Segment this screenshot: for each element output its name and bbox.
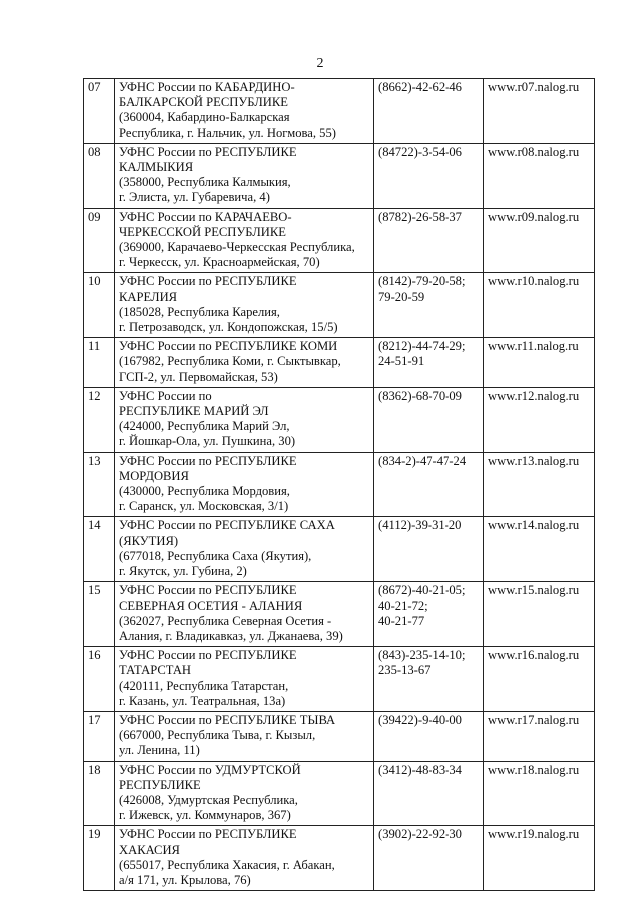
- office-title: УФНС России по РЕСПУБЛИКЕ СЕВЕРНАЯ ОСЕТИЯ - АЛАНИЯ: [119, 583, 303, 613]
- office-address: (655017, Республика Хакасия, г. Абакан, а/я 171, ул. Крылова, 76): [119, 857, 335, 887]
- office-cell: [115, 143, 374, 208]
- table-row: [84, 79, 595, 144]
- office-address: (426008, Удмуртская Республика, г. Ижевск, ул. Коммунаров, 367): [119, 792, 298, 823]
- office-title: УФНС России по РЕСПУБЛИКЕ МАРИЙ ЭЛ: [119, 388, 269, 419]
- table-row: [84, 582, 595, 647]
- row-number: 09: [84, 208, 115, 273]
- office-phone: (8672)-40-21-05; 40-21-72; 40-21-77: [374, 582, 484, 647]
- office-title: УФНС России по РЕСПУБЛИКЕ КАЛМЫКИЯ: [119, 144, 297, 175]
- table-row: [84, 647, 595, 712]
- office-phone: (8782)-26-58-37: [374, 208, 484, 273]
- office-phone: (834-2)-47-47-24: [374, 452, 484, 517]
- table-row: [84, 273, 595, 338]
- office-cell: [115, 79, 374, 144]
- office-title: УФНС России по РЕСПУБЛИКЕ САХА (ЯКУТИЯ): [119, 518, 335, 548]
- table-row: [84, 711, 595, 761]
- office-address: (369000, Карачаево-Черкесская Республика, г. Черкесск, ул. Красноармейская, 70): [119, 240, 355, 270]
- row-number: 12: [84, 387, 115, 452]
- row-number: 19: [84, 826, 115, 891]
- table-row: [84, 338, 595, 388]
- page-number: 2: [316, 56, 324, 71]
- office-address: (420111, Республика Татарстан, г. Казань, ул. Театральная, 13а): [119, 678, 289, 708]
- tax-office-table: [83, 78, 595, 891]
- office-website: www.r13.nalog.ru: [484, 452, 595, 517]
- row-number: 17: [84, 711, 115, 761]
- row-number: 18: [84, 761, 115, 826]
- office-phone: (84722)-3-54-06: [374, 143, 484, 208]
- office-cell: [115, 208, 374, 273]
- office-website: www.r17.nalog.ru: [484, 711, 595, 761]
- office-title: УФНС России по КАРАЧАЕВО- ЧЕРКЕССКОЙ РЕСПУБЛИКЕ: [119, 209, 292, 239]
- office-cell: [115, 387, 374, 452]
- table-row: [84, 517, 595, 582]
- office-title: УФНС России по РЕСПУБЛИКЕ ТАТАРСТАН: [119, 648, 297, 678]
- office-title: УФНС России по КАБАРДИНО- БАЛКАРСКОЙ РЕСПУБЛИКЕ: [119, 80, 295, 110]
- office-phone: (8662)-42-62-46: [374, 79, 484, 144]
- office-phone: (3412)-48-83-34: [374, 761, 484, 826]
- row-number: 15: [84, 582, 115, 647]
- table-row: [84, 387, 595, 452]
- office-title: УФНС России по РЕСПУБЛИКЕ ТЫВА: [119, 712, 336, 727]
- office-website: www.r14.nalog.ru: [484, 517, 595, 582]
- office-title: УФНС России по РЕСПУБЛИКЕ МОРДОВИЯ: [119, 453, 297, 483]
- row-number: 10: [84, 273, 115, 338]
- table-row: [84, 143, 595, 208]
- office-cell: [115, 582, 374, 647]
- office-website: www.r15.nalog.ru: [484, 582, 595, 647]
- office-phone: (8142)-79-20-58; 79-20-59: [374, 273, 484, 338]
- office-address: (185028, Республика Карелия, г. Петрозаводск, ул. Кондопожская, 15/5): [119, 304, 338, 335]
- office-title: УФНС России по РЕСПУБЛИКЕ КАРЕЛИЯ: [119, 274, 297, 304]
- row-number: 08: [84, 143, 115, 208]
- office-website: www.r12.nalog.ru: [484, 387, 595, 452]
- office-phone: (3902)-22-92-30: [374, 826, 484, 891]
- office-phone: (843)-235-14-10; 235-13-67: [374, 647, 484, 712]
- office-address: (667000, Республика Тыва, г. Кызыл, ул. Ленина, 11): [119, 728, 316, 758]
- office-website: www.r11.nalog.ru: [484, 338, 595, 388]
- table-row: [84, 761, 595, 826]
- table-row: [84, 208, 595, 273]
- office-title: УФНС России по УДМУРТСКОЙ РЕСПУБЛИКЕ: [119, 762, 301, 792]
- office-address: (358000, Республика Калмыкия, г. Элиста, ул. Губаревича, 4): [119, 175, 291, 205]
- office-website: www.r08.nalog.ru: [484, 143, 595, 208]
- office-title: УФНС России по РЕСПУБЛИКЕ ХАКАСИЯ: [119, 827, 297, 857]
- office-title: УФНС России по РЕСПУБЛИКЕ КОМИ: [119, 339, 338, 354]
- table-row: [84, 452, 595, 517]
- office-cell: [115, 647, 374, 712]
- office-website: www.r19.nalog.ru: [484, 826, 595, 891]
- office-address: (677018, Республика Саха (Якутия), г. Якутск, ул. Губина, 2): [119, 548, 312, 579]
- row-number: 16: [84, 647, 115, 712]
- table-body: [84, 79, 595, 891]
- row-number: 14: [84, 517, 115, 582]
- office-website: www.r10.nalog.ru: [484, 273, 595, 338]
- row-number: 07: [84, 79, 115, 144]
- office-address: (167982, Республика Коми, г. Сыктывкар, ГСП-2, ул. Первомайская, 53): [119, 354, 341, 384]
- office-website: www.r09.nalog.ru: [484, 208, 595, 273]
- table-row: [84, 826, 595, 891]
- office-phone: (39422)-9-40-00: [374, 711, 484, 761]
- office-cell: [115, 711, 374, 761]
- office-address: (430000, Республика Мордовия, г. Саранск, ул. Московская, 3/1): [119, 484, 290, 514]
- office-cell: [115, 452, 374, 517]
- office-phone: (4112)-39-31-20: [374, 517, 484, 582]
- office-cell: [115, 761, 374, 826]
- office-cell: [115, 273, 374, 338]
- office-website: www.r16.nalog.ru: [484, 647, 595, 712]
- office-website: www.r07.nalog.ru: [484, 79, 595, 144]
- office-address: (362027, Республика Северная Осетия - Алания, г. Владикавказ, ул. Джанаева, 39): [119, 613, 343, 643]
- office-cell: [115, 826, 374, 891]
- row-number: 13: [84, 452, 115, 517]
- office-phone: (8362)-68-70-09: [374, 387, 484, 452]
- office-cell: [115, 338, 374, 388]
- office-website: www.r18.nalog.ru: [484, 761, 595, 826]
- office-phone: (8212)-44-74-29; 24-51-91: [374, 338, 484, 388]
- office-address: (424000, Республика Марий Эл, г. Йошкар-Ола, ул. Пушкина, 30): [119, 419, 296, 449]
- office-cell: [115, 517, 374, 582]
- office-address: (360004, Кабардино-Балкарская Республика, г. Нальчик, ул. Ногмова, 55): [119, 110, 336, 140]
- row-number: 11: [84, 338, 115, 388]
